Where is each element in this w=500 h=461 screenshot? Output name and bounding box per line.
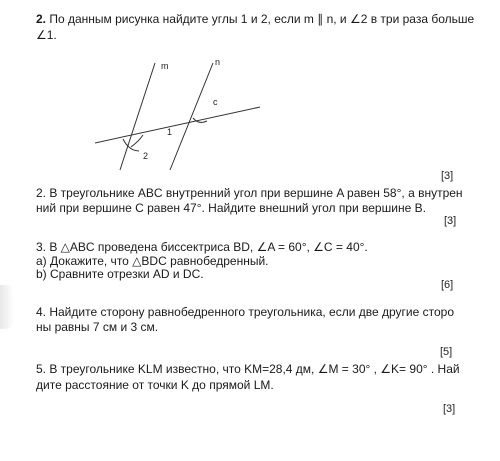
task2-line2: ний при вершине C равен 47°. Найдите внешний угол при вершине B. (36, 201, 426, 215)
task5-line1: 5. В треугольнике KLM известно, что KM=28,4 дм, ∠M = 30° , ∠K= 90° . Най (36, 362, 460, 376)
task3-line3: b) Сравните отрезки AD и DC. (36, 267, 204, 281)
task1-number: 2. (36, 12, 47, 26)
label-n: n (215, 57, 221, 67)
label-angle-1: 1 (167, 127, 173, 137)
task3-points: [6] (441, 279, 454, 291)
task3-line1: 3. В △ABC проведена биссектриса BD, ∠A = 60°, ∠C = 40°. (36, 240, 368, 254)
task2-line1: 2. В треугольнике ABC внутренний угол при вершине A равен 58°, а внутрен (36, 186, 463, 200)
task1-line2: ∠1. (36, 28, 57, 42)
label-m: m (161, 61, 169, 71)
page-edge-shadow (0, 285, 14, 329)
angle-arc-2 (131, 135, 143, 147)
task1-points: [3] (441, 170, 454, 182)
task2-points: [3] (444, 215, 457, 227)
task3-line2: a) Докажите, что △BDC равнобедренный. (36, 254, 269, 268)
angle-arc-2b (123, 139, 139, 151)
task4-points: [5] (440, 346, 453, 358)
line-m (120, 63, 155, 170)
label-angle-2: 2 (143, 151, 149, 161)
task1-text: По данным рисунка найдите углы 1 и 2, если m ∥ n, и ∠2 в три раза больше (49, 12, 475, 26)
task5-line2: дите расстояние от точки K до прямой LM. (36, 378, 274, 392)
line-n (170, 63, 213, 170)
task5-points: [3] (443, 403, 456, 415)
task4-line2: ны равны 7 см и 3 см. (36, 320, 159, 334)
parallel-lines-figure (95, 55, 265, 175)
line-c (95, 107, 260, 143)
task4-line1: 4. Найдите сторону равнобедренного треугольника, если две другие сторо (36, 305, 455, 319)
label-c: c (213, 97, 218, 107)
task1-line1 (36, 12, 474, 27)
